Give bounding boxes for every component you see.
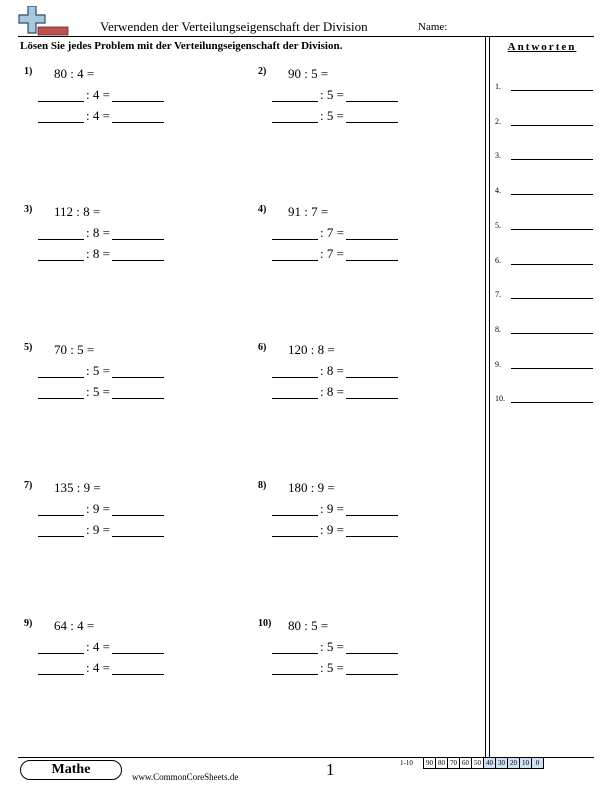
answer-blank[interactable] — [38, 522, 84, 537]
answer-blank[interactable] — [38, 246, 84, 261]
answer-blank[interactable] — [272, 246, 318, 261]
problem-equation: 180 : 9 = — [288, 480, 335, 495]
answer-blank[interactable] — [346, 363, 398, 378]
divisor-label: : 4 = — [86, 87, 110, 102]
answer-number: 10. — [495, 394, 505, 404]
work-line-2 — [272, 246, 452, 262]
divisor-label: : 8 = — [320, 363, 344, 378]
answer-blank[interactable] — [112, 639, 164, 654]
problem-number: 1) — [24, 66, 33, 77]
answer-blank[interactable] — [38, 87, 84, 102]
score-cell: 90 — [424, 758, 436, 769]
problem-9 — [24, 618, 224, 682]
problem-number: 10) — [258, 618, 272, 629]
problem-equation: 80 : 5 = — [288, 618, 329, 633]
answer-blank[interactable] — [272, 108, 318, 123]
answer-blank[interactable] — [112, 363, 164, 378]
answer-number: 7. — [495, 290, 501, 300]
answer-blank[interactable] — [511, 333, 593, 334]
page-number: 1 — [326, 760, 335, 779]
divisor-label: : 9 = — [86, 501, 110, 516]
website-link[interactable]: www.CommonCoreSheets.de — [132, 772, 239, 782]
answer-blank[interactable] — [272, 384, 318, 399]
work-line-1 — [38, 87, 218, 103]
work-line-1 — [272, 363, 452, 379]
problem-equation: 90 : 5 = — [288, 66, 329, 81]
answer-row-1 — [495, 78, 595, 92]
divisor-label: : 5 = — [320, 108, 344, 123]
work-line-2 — [272, 108, 452, 124]
answer-row-4 — [495, 182, 595, 196]
score-cell: 20 — [508, 758, 520, 769]
answer-blank[interactable] — [511, 125, 593, 126]
problem-number: 2) — [258, 66, 267, 77]
divisor-label: : 8 = — [320, 384, 344, 399]
score-table — [423, 757, 544, 769]
work-line-1 — [38, 501, 218, 517]
problem-equation: 80 : 4 = — [54, 66, 95, 81]
answer-number: 6. — [495, 255, 501, 265]
divisor-label: : 4 = — [86, 108, 110, 123]
answer-blank[interactable] — [112, 246, 164, 261]
answer-row-5 — [495, 217, 595, 231]
answer-blank[interactable] — [38, 384, 84, 399]
answer-blank[interactable] — [38, 660, 84, 675]
answer-blank[interactable] — [38, 225, 84, 240]
answer-number: 9. — [495, 359, 501, 369]
work-line-1 — [272, 225, 452, 241]
answer-blank[interactable] — [112, 87, 164, 102]
problem-1 — [24, 66, 224, 130]
answer-blank[interactable] — [346, 246, 398, 261]
instructions: Lösen Sie jedes Problem mit der Verteilungseigenschaft der Division. — [20, 40, 343, 52]
page-title: Verwenden der Verteilungseigenschaft der Division — [100, 19, 368, 34]
work-line-2 — [38, 660, 218, 676]
problem-number: 4) — [258, 204, 267, 215]
answer-column-divider — [485, 37, 490, 757]
score-cell: 50 — [472, 758, 484, 769]
answer-blank[interactable] — [511, 194, 593, 195]
answer-blank[interactable] — [38, 363, 84, 378]
problem-7 — [24, 480, 224, 544]
header-divider — [18, 36, 594, 37]
score-cell: 70 — [448, 758, 460, 769]
work-line-1 — [272, 501, 452, 517]
answers-heading: Antworten — [507, 41, 577, 53]
problem-number: 8) — [258, 480, 267, 491]
work-line-2 — [38, 522, 218, 538]
answer-blank[interactable] — [346, 108, 398, 123]
answer-blank[interactable] — [38, 108, 84, 123]
problem-10 — [258, 618, 458, 682]
score-cell: 40 — [484, 758, 496, 769]
work-line-1 — [38, 639, 218, 655]
answer-blank[interactable] — [272, 501, 318, 516]
problem-3 — [24, 204, 224, 268]
divisor-label: : 9 = — [320, 501, 344, 516]
answer-blank[interactable] — [346, 501, 398, 516]
problem-equation: 112 : 8 = — [54, 204, 101, 219]
answer-row-10 — [495, 390, 595, 404]
answer-blank[interactable] — [511, 90, 593, 91]
answer-row-2 — [495, 113, 595, 127]
divisor-label: : 4 = — [86, 639, 110, 654]
work-line-2 — [272, 522, 452, 538]
answer-blank[interactable] — [112, 660, 164, 675]
score-range-label: 1-10 — [400, 759, 413, 767]
work-line-1 — [272, 87, 452, 103]
work-line-2 — [272, 384, 452, 400]
problem-number: 3) — [24, 204, 33, 215]
answer-blank[interactable] — [346, 225, 398, 240]
divisor-label: : 8 = — [86, 246, 110, 261]
work-line-2 — [272, 660, 452, 676]
problem-equation: 64 : 4 = — [54, 618, 95, 633]
problem-number: 9) — [24, 618, 33, 629]
answer-blank[interactable] — [112, 501, 164, 516]
work-line-1 — [38, 225, 218, 241]
problem-equation: 135 : 9 = — [54, 480, 101, 495]
answer-blank[interactable] — [112, 384, 164, 399]
answer-number: 3. — [495, 151, 501, 161]
answer-blank[interactable] — [38, 501, 84, 516]
score-cell: 30 — [496, 758, 508, 769]
answer-blank[interactable] — [511, 368, 593, 369]
answer-blank[interactable] — [511, 159, 593, 160]
answer-blank[interactable] — [272, 522, 318, 537]
answer-number: 4. — [495, 186, 501, 196]
divisor-label: : 9 = — [320, 522, 344, 537]
work-line-2 — [38, 384, 218, 400]
answer-number: 1. — [495, 82, 501, 91]
divisor-label: : 7 = — [320, 225, 344, 240]
answer-blank[interactable] — [511, 298, 593, 299]
answer-number: 5. — [495, 220, 501, 230]
answer-blank[interactable] — [272, 660, 318, 675]
divisor-label: : 5 = — [86, 384, 110, 399]
answer-blank[interactable] — [511, 264, 593, 265]
work-line-1 — [272, 639, 452, 655]
answer-row-3 — [495, 147, 595, 161]
problem-equation: 70 : 5 = — [54, 342, 95, 357]
answer-blank[interactable] — [38, 639, 84, 654]
answer-blank[interactable] — [272, 363, 318, 378]
work-line-2 — [38, 246, 218, 262]
problem-8 — [258, 480, 458, 544]
answer-row-9 — [495, 356, 595, 370]
divisor-label: : 7 = — [320, 246, 344, 261]
divisor-label: : 5 = — [320, 639, 344, 654]
answer-row-7 — [495, 286, 595, 300]
problem-number: 6) — [258, 342, 267, 353]
score-cell: 80 — [436, 758, 448, 769]
answer-blank[interactable] — [272, 87, 318, 102]
divisor-label: : 5 = — [320, 87, 344, 102]
answer-blank[interactable] — [511, 402, 593, 403]
plus-cross-icon — [18, 6, 70, 36]
answer-blank[interactable] — [112, 225, 164, 240]
answer-row-6 — [495, 252, 595, 266]
divisor-label: : 4 = — [86, 660, 110, 675]
problem-5 — [24, 342, 224, 406]
answer-blank[interactable] — [272, 639, 318, 654]
score-cell: 10 — [520, 758, 532, 769]
answer-blank[interactable] — [112, 522, 164, 537]
answer-blank[interactable] — [346, 522, 398, 537]
divisor-label: : 5 = — [320, 660, 344, 675]
work-line-1 — [38, 363, 218, 379]
divisor-label: : 5 = — [86, 363, 110, 378]
answer-number: 8. — [495, 324, 501, 334]
answer-blank[interactable] — [346, 639, 398, 654]
problem-equation: 91 : 7 = — [288, 204, 329, 219]
problem-number: 5) — [24, 342, 33, 353]
answer-blank[interactable] — [112, 108, 164, 123]
answer-blank[interactable] — [272, 225, 318, 240]
answer-blank[interactable] — [346, 87, 398, 102]
problem-4 — [258, 204, 458, 268]
score-cell: 0 — [532, 758, 544, 769]
answer-blank[interactable] — [346, 384, 398, 399]
work-line-2 — [38, 108, 218, 124]
answer-row-8 — [495, 321, 595, 335]
problem-6 — [258, 342, 458, 406]
answer-number: 2. — [495, 116, 501, 126]
problem-number: 7) — [24, 480, 33, 491]
divisor-label: : 8 = — [86, 225, 110, 240]
name-label: Name: — [418, 21, 448, 33]
problem-equation: 120 : 8 = — [288, 342, 335, 357]
subject-badge: Mathe — [20, 760, 122, 780]
problem-2 — [258, 66, 458, 130]
score-cell: 60 — [460, 758, 472, 769]
answer-blank[interactable] — [346, 660, 398, 675]
answer-blank[interactable] — [511, 229, 593, 230]
divisor-label: : 9 = — [86, 522, 110, 537]
